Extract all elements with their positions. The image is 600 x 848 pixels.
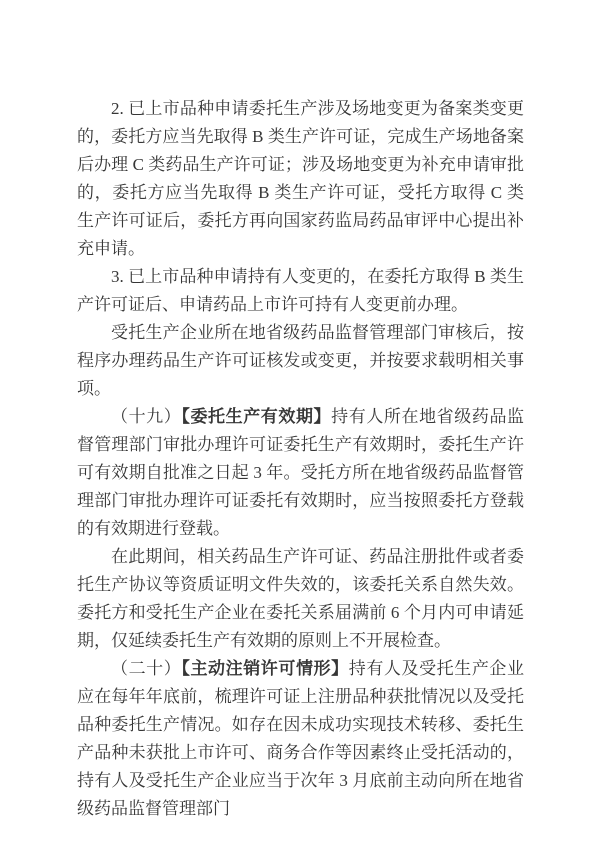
paragraph-text: 3. 已上市品种申请持有人变更的，在委托方取得 B 类生产许可证后、申请药品上市许可持有人变更前办理。 bbox=[77, 267, 524, 314]
paragraph-text: 2. 已上市品种申请委托生产涉及场地变更为备案类变更的，委托方应当先取得 B 类生产许可证，完成生产场地备案后办理 C 类药品生产许可证；涉及场地变更为补充申请审批的，委托方应当先取得 B 类生产许可证，受托方取得 C 类生产许可证后，委托方再向国家药监局药品审评中心提出补充申请。 bbox=[77, 99, 524, 258]
paragraph bbox=[77, 95, 524, 263]
clause-title: 【主动注销许可情形】 bbox=[181, 659, 349, 678]
paragraph bbox=[77, 263, 524, 319]
clause-number: （二十） bbox=[111, 659, 182, 678]
paragraph bbox=[77, 543, 524, 655]
clause-title: 【委托生产有效期】 bbox=[181, 407, 332, 426]
paragraph bbox=[77, 319, 524, 403]
paragraph-text: 持有人所在地省级药品监督管理部门审批办理许可证委托生产有效期时，委托生产许可有效期自批准之日起 3 年。受托方所在地省级药品监督管理部门审批办理许可证委托有效期时，应当按照委托方登载的有效期进行登载。 bbox=[77, 407, 525, 538]
paragraph-text: 持有人及受托生产企业应在每年年底前，梳理许可证上注册品种获批情况以及受托品种委托生产情况。如存在因未成功实现技术转移、委托生产品种未获批上市许可、商务合作等因素终止受托活动的，持有人及受托生产企业应当于次年 3 月底前主动向所在地省级药品监督管理部门 bbox=[77, 659, 525, 818]
paragraph-text: 在此期间，相关药品生产许可证、药品注册批件或者委托生产协议等资质证明文件失效的，该委托关系自然失效。委托方和受托生产企业在委托关系届满前 6 个月内可申请延期，仅延续委托生产有效期的原则上不开展检查。 bbox=[77, 547, 524, 650]
paragraph-text: 受托生产企业所在地省级药品监督管理部门审核后，按程序办理药品生产许可证核发或变更，并按要求载明相关事项。 bbox=[77, 323, 524, 398]
clause-number: （十九） bbox=[111, 407, 182, 426]
paragraph-clause-20 bbox=[77, 655, 524, 823]
paragraph-clause-19 bbox=[77, 403, 524, 543]
document-text-block bbox=[77, 95, 524, 823]
